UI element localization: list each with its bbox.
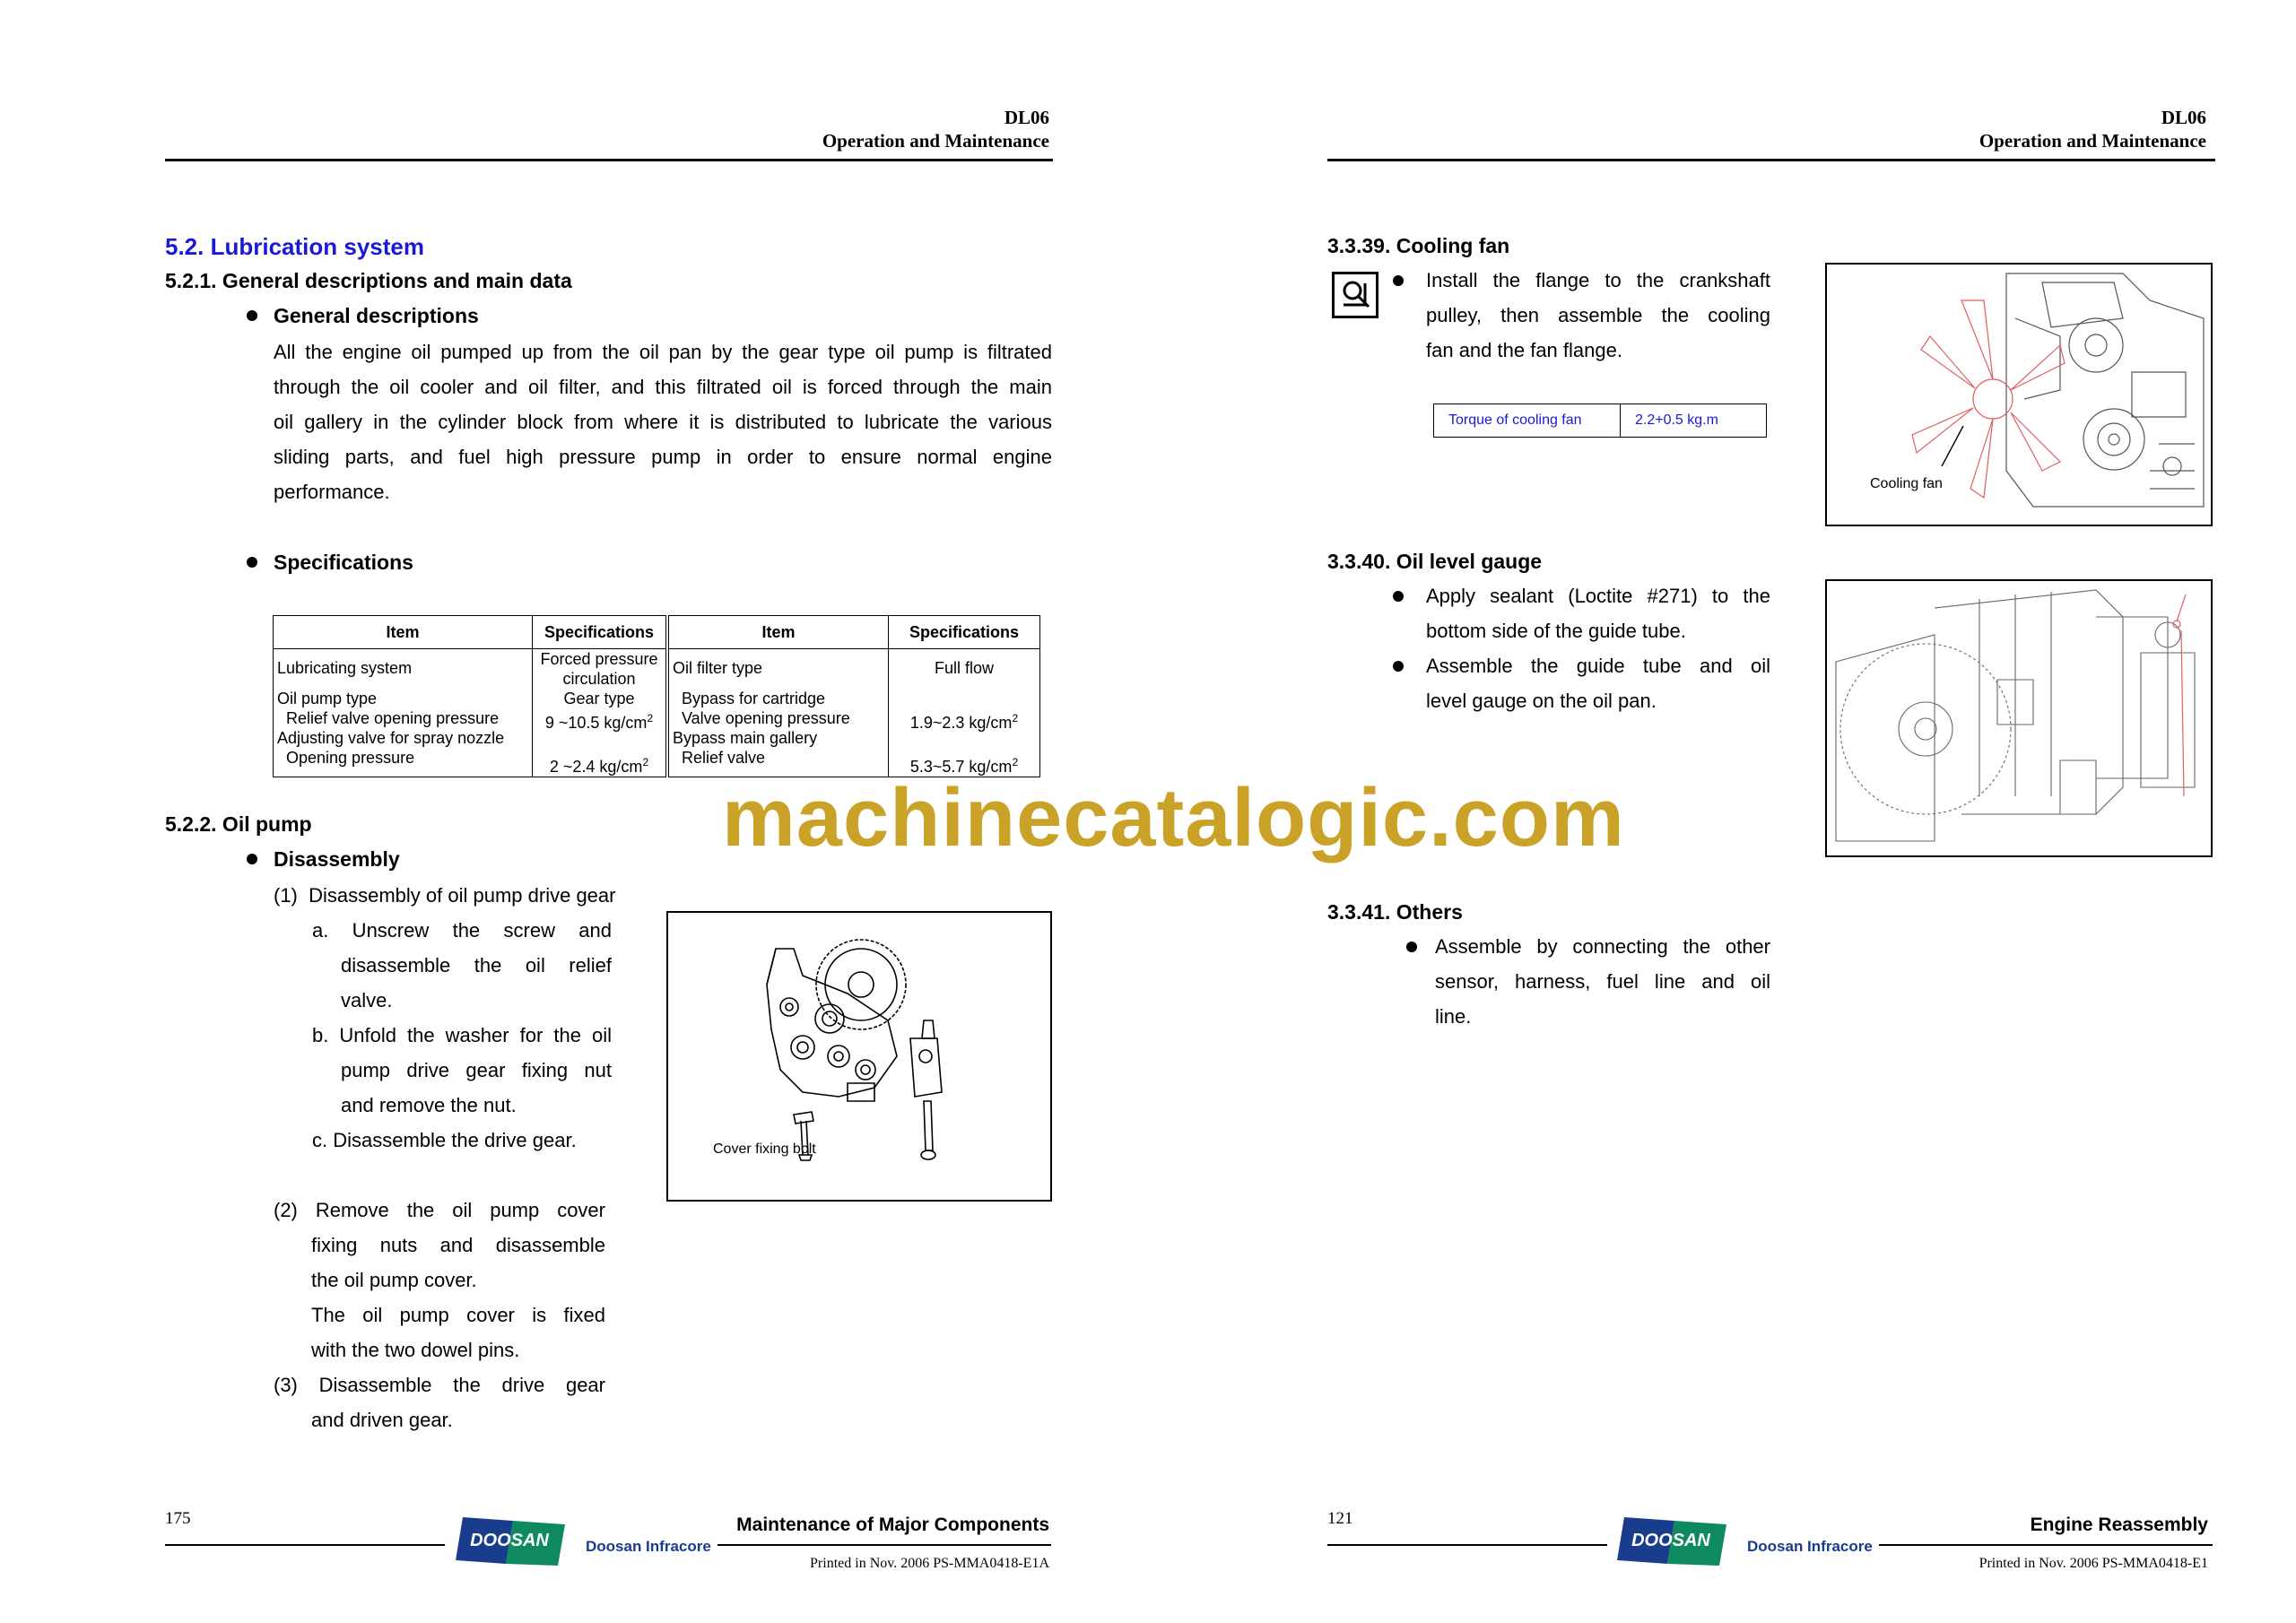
- bullet-cooling-fan: [1393, 275, 1404, 286]
- spec-item: Valve opening pressure: [682, 709, 850, 727]
- torque-label: Torque of cooling fan: [1434, 404, 1621, 438]
- oil-gauge-line: level gauge on the oil pan.: [1426, 690, 1657, 712]
- step-2: [274, 1193, 605, 1367]
- subsection-general: 5.2.1. General descriptions and main data: [165, 269, 572, 292]
- step-1b-line: and remove the nut.: [341, 1094, 517, 1116]
- cooling-fan-figure: [1825, 263, 2213, 526]
- general-line: All the engine oil pumped up from the oil pan by the gear type oil pump is filtrated: [274, 341, 1052, 363]
- left-footer-title: Maintenance of Major Components: [736, 1515, 1049, 1535]
- step-1c: c. Disassemble the drive gear.: [312, 1129, 577, 1151]
- step-1b-line: pump drive gear fixing nut: [341, 1059, 612, 1081]
- others-line: Assemble by connecting the other: [1435, 935, 1770, 958]
- right-header-model: DL06: [2161, 107, 2206, 128]
- bullet-general: [247, 310, 257, 321]
- cooling-fan-line: Install the flange to the crankshaft: [1426, 269, 1770, 291]
- left-company-name: Doosan Infracore: [586, 1538, 711, 1555]
- superscript: 2: [642, 756, 649, 768]
- step-1a-line: a. Unscrew the screw and: [312, 919, 612, 942]
- spec-value-with-unit: [536, 708, 662, 733]
- spec-header: Item: [667, 616, 889, 649]
- step-2-line: with the two dowel pins.: [311, 1339, 520, 1361]
- spec-item: Relief valve: [682, 749, 766, 767]
- step-3-line: (3) Disassemble the drive gear: [274, 1374, 605, 1396]
- step-1: (1) Disassembly of oil pump drive gear: [274, 884, 616, 907]
- others-text: [1435, 929, 1770, 1034]
- step-1b: [312, 1018, 612, 1123]
- right-footer-title: Engine Reassembly: [2030, 1515, 2208, 1535]
- right-company-name: Doosan Infracore: [1747, 1538, 1873, 1555]
- torque-value: 2.2+0.5 kg.m: [1621, 404, 1767, 438]
- others-title: 3.3.41. Others: [1327, 900, 1463, 924]
- left-page-number: 175: [165, 1509, 191, 1528]
- cooling-fan-title: 3.3.39. Cooling fan: [1327, 234, 1510, 257]
- oil-gauge-line: Assemble the guide tube and oil: [1426, 655, 1770, 677]
- general-line: through the oil cooler and oil filter, and this filtrated oil is forced through the main: [274, 376, 1052, 398]
- spec-value: 5.3~5.7 kg/cm: [909, 758, 1013, 776]
- spec-table: [273, 615, 1040, 777]
- bullet-oil-gauge-1: [1393, 591, 1404, 602]
- right-header: [1937, 106, 2206, 152]
- bullet-specifications: [247, 557, 257, 568]
- oil-level-gauge-figure: [1825, 579, 2213, 857]
- left-footer-rule: [165, 1544, 445, 1546]
- doosan-logo-text: DOOSAN: [470, 1531, 549, 1550]
- right-page-number: 121: [1327, 1509, 1353, 1528]
- spec-value: 9 ~10.5 kg/cm: [544, 714, 648, 732]
- right-footer-rule: [1327, 1544, 1607, 1546]
- spec-right-items: [667, 649, 889, 777]
- cooling-fan-line: pulley, then assemble the cooling: [1426, 304, 1770, 326]
- spec-header: Specifications: [889, 616, 1040, 649]
- step-1a: [312, 913, 612, 1018]
- cover-fixing-bolt-caption: Cover fixing bolt: [713, 1141, 816, 1157]
- right-header-subtitle: Operation and Maintenance: [1979, 130, 2206, 152]
- spec-value-with-unit: [536, 752, 662, 777]
- oil-gauge-line: bottom side of the guide tube.: [1426, 620, 1686, 642]
- step-1a-line: disassemble the oil relief: [341, 954, 612, 976]
- spec-value: 2 ~2.4 kg/cm: [549, 758, 643, 776]
- right-doosan-logo: [1608, 1515, 1729, 1572]
- step-3: [274, 1367, 605, 1437]
- spec-left-items: [274, 649, 533, 777]
- oil-level-gauge-title: 3.3.40. Oil level gauge: [1327, 550, 1543, 573]
- bullet-oil-gauge-2: [1393, 661, 1404, 672]
- cooling-fan-line: fan and the fan flange.: [1426, 339, 1622, 361]
- spec-header: Item: [274, 616, 533, 649]
- left-header-subtitle: Operation and Maintenance: [822, 130, 1049, 152]
- right-header-rule: [1327, 159, 2215, 161]
- spec-value: 1.9~2.3 kg/cm: [909, 714, 1013, 732]
- step-1a-line: valve.: [341, 989, 393, 1011]
- spec-value: Forced pressure: [540, 650, 658, 668]
- step-2-line: The oil pump cover is fixed: [311, 1304, 605, 1326]
- superscript: 2: [1012, 712, 1019, 725]
- spec-right-values: [889, 649, 1040, 777]
- general-line: performance.: [274, 481, 390, 503]
- general-line: oil gallery in the cylinder block from where it is distributed to lubricate the various: [274, 411, 1052, 433]
- subsection-oil-pump: 5.2.2. Oil pump: [165, 812, 312, 836]
- step-3-line: and driven gear.: [311, 1409, 453, 1431]
- specifications-heading: Specifications: [274, 551, 413, 574]
- oil-gauge-step-1: [1426, 578, 1770, 648]
- spec-item: Adjusting valve for spray nozzle: [277, 729, 505, 747]
- spec-header: Specifications: [533, 616, 668, 649]
- left-header-model: DL06: [1004, 107, 1049, 128]
- superscript: 2: [647, 712, 654, 725]
- spec-value: Full flow: [934, 659, 994, 677]
- cooling-fan-text: [1426, 263, 1770, 368]
- engine-drawing: [1827, 581, 2211, 855]
- left-header: [780, 106, 1049, 152]
- general-paragraph: [274, 334, 1052, 509]
- others-line: line.: [1435, 1005, 1472, 1028]
- right-footer-rule-2: [1879, 1544, 2213, 1546]
- spec-item: Lubricating system: [277, 659, 413, 677]
- spec-left-values: [533, 649, 668, 777]
- left-printed: Printed in Nov. 2006 PS-MMA0418-E1A: [810, 1556, 1049, 1571]
- watermark: machinecatalogic.com: [722, 772, 1625, 864]
- step-2-line: (2) Remove the oil pump cover: [274, 1199, 605, 1221]
- left-footer-rule-2: [718, 1544, 1051, 1546]
- spec-item: Bypass main gallery: [673, 729, 818, 747]
- step-2-line: the oil pump cover.: [311, 1269, 477, 1291]
- cooling-fan-caption: Cooling fan: [1870, 476, 1943, 491]
- left-doosan-logo: [447, 1515, 568, 1572]
- oil-gauge-line: Apply sealant (Loctite #271) to the: [1426, 585, 1770, 607]
- superscript: 2: [1012, 756, 1019, 768]
- step-1b-line: b. Unfold the washer for the oil: [312, 1024, 612, 1046]
- others-line: sensor, harness, fuel line and oil: [1435, 970, 1770, 993]
- spec-item: Opening pressure: [286, 749, 415, 767]
- section-title: 5.2. Lubrication system: [165, 233, 424, 260]
- spec-item: Oil filter type: [673, 659, 763, 677]
- right-printed: Printed in Nov. 2006 PS-MMA0418-E1: [1979, 1556, 2208, 1571]
- spec-item: Oil pump type: [277, 690, 378, 707]
- bullet-disassembly: [247, 854, 257, 864]
- general-line: sliding parts, and fuel high pressure pump in order to ensure normal engine: [274, 446, 1052, 468]
- spec-item: Bypass for cartridge: [682, 690, 826, 707]
- torque-table: [1433, 404, 1767, 438]
- general-heading: General descriptions: [274, 304, 479, 327]
- doosan-logo-text: DOOSAN: [1631, 1531, 1710, 1550]
- spec-value: Gear type: [563, 690, 635, 707]
- wrench-icon: [1332, 272, 1378, 318]
- step-2-line: fixing nuts and disassemble: [311, 1234, 605, 1256]
- left-header-rule: [165, 159, 1053, 161]
- disassembly-heading: Disassembly: [274, 847, 400, 871]
- oil-pump-figure: [666, 911, 1052, 1202]
- spec-value-with-unit: [892, 708, 1036, 733]
- oil-gauge-step-2: [1426, 648, 1770, 718]
- bullet-others: [1406, 942, 1417, 952]
- spec-item: Relief valve opening pressure: [286, 709, 500, 727]
- spec-value: circulation: [562, 670, 636, 688]
